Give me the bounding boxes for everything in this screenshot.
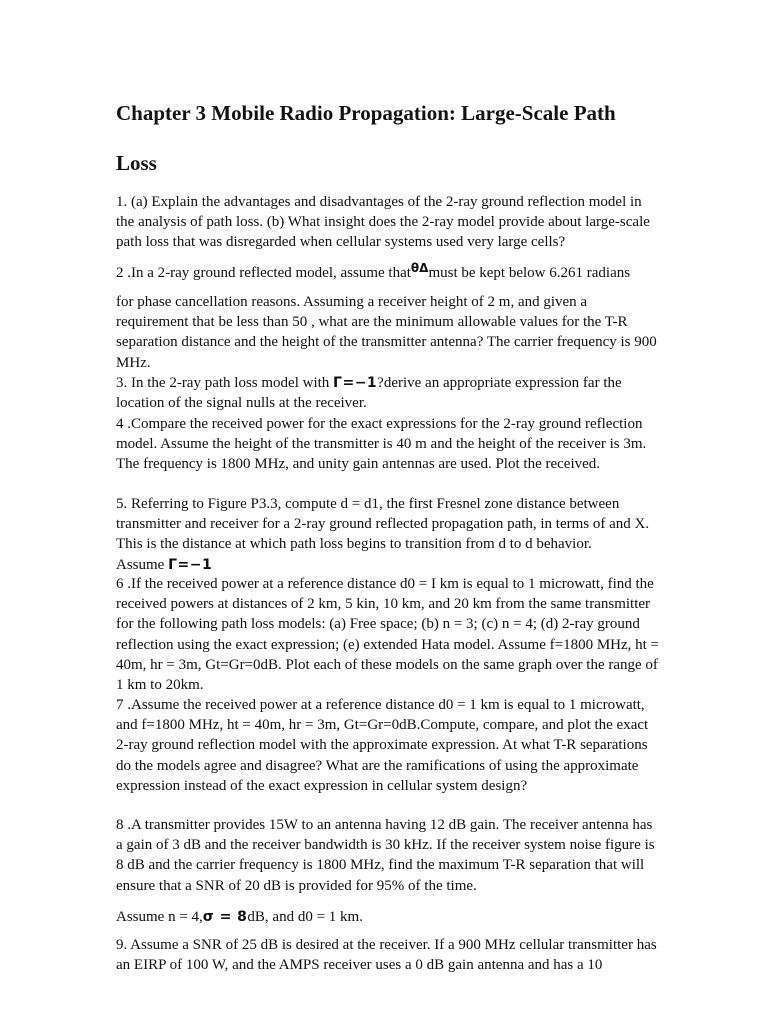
question-5 <box>116 494 660 575</box>
question-5-text: 5. Referring to Figure P3.3, compute d = d1, the first Fresnel zone distance between transmitter and receiver for a 2-ray ground reflected propagation path, in terms of and X. This is the distance at which path loss begins to transition from d to d behavior. <box>116 496 650 553</box>
theta-delta-symbol: θΔ <box>410 261 429 275</box>
question-6: 6 .If the received power at a reference distance d0 = I km is equal to 1 microwatt, find the received powers at distances of 2 km, 5 kin, 10 km, and 20 km from the same transmitter for the following path loss models: (a) Free space; (b) n = 3; (c) n = 4; (d) 2-ray ground reflection using the exact expression; (e) extended Hata model. Assume f=1800 MHz, ht = 40m, hr = 3m, Gt=Gr=0dB. Plot each of these models on the same graph over the range of 1 km to 20km. <box>116 576 660 694</box>
question-1: 1. (a) Explain the advantages and disadvantages of the 2-ray ground reflection model in the analysis of path loss. (b) What insight does the 2-ray model provide about large-scale path loss that was disregarded when cellular systems used very large cells? <box>116 194 650 251</box>
question-9: 9. Assume a SNR of 25 dB is desired at the receiver. If a 900 MHz cellular transmitter has an EIRP of 100 W, and the AMPS receiver uses a 0 dB gain antenna and has a 10 <box>116 937 657 974</box>
question-7: 7 .Assume the received power at a reference distance d0 = 1 km is equal to 1 microwatt, and f=1800 MHz, ht = 40m, hr = 3m, Gt=Gr=0dB.Compute, compare, and plot the exact 2-ray ground reflection model with the approximate expression. At what T-R separations do the models agree and disagree? What are the ramifications of using the approximate expression instead of the exact expression in cellular system design? <box>116 697 649 794</box>
question-8-assume <box>116 907 660 927</box>
question-3-text-before: 3. In the 2-ray path loss model with <box>116 375 330 391</box>
question-8-assume-after: dB, and d0 = 1 km. <box>247 909 363 925</box>
question-3 <box>116 373 660 413</box>
question-4: 4 .Compare the received power for the exact expressions for the 2-ray ground reflection model. Assume the height of the transmitter is 40 m and the height of the receiver is 3m. The frequency is 1800 MHz, and unity gain antennas are used. Plot the received. <box>116 416 647 473</box>
chapter-title <box>116 88 656 188</box>
question-5-assume: Assume <box>116 556 165 573</box>
question-8: 8 .A transmitter provides 15W to an antenna having 12 dB gain. The receiver antenna has a gain of 3 dB and the receiver bandwidth is 30 kHz. If the receiver system noise figure is 8 dB and the carrier frequency is 1800 MHz, find the maximum T-R separation that will ensure that a SNR of 20 dB is provided for 95% of the time. <box>116 817 655 894</box>
question-3-text-after: ?derive an appropriate expression far the location of the signal nulls at the receiver. <box>116 375 622 412</box>
question-8-assume-before: Assume n = 4, <box>116 909 203 925</box>
question-2-body: for phase cancellation reasons. Assuming a receiver height of 2 m, and given a requirement that be less than 50 , what are the minimum allowable values for the T-R separation distance and the height of the transmitter antenna? The carrier frequency is 900 MHz. <box>116 294 657 371</box>
chapter-title-line-2: Loss <box>116 151 157 175</box>
gamma-minus-one-symbol-2: Γ=−1 <box>168 556 213 573</box>
chapter-title-line-1: Chapter 3 Mobile Radio Propagation: Large-Scale Path <box>116 101 616 125</box>
sigma-symbol: σ = 8 <box>202 909 248 925</box>
question-2-first-line <box>116 263 660 283</box>
question-2-text-after: must be kept below 6.261 radians <box>428 265 631 281</box>
question-2-text-before: 2 .In a 2-ray ground reflected model, assume that <box>116 265 411 281</box>
gamma-minus-one-symbol: Γ=−1 <box>333 375 378 391</box>
